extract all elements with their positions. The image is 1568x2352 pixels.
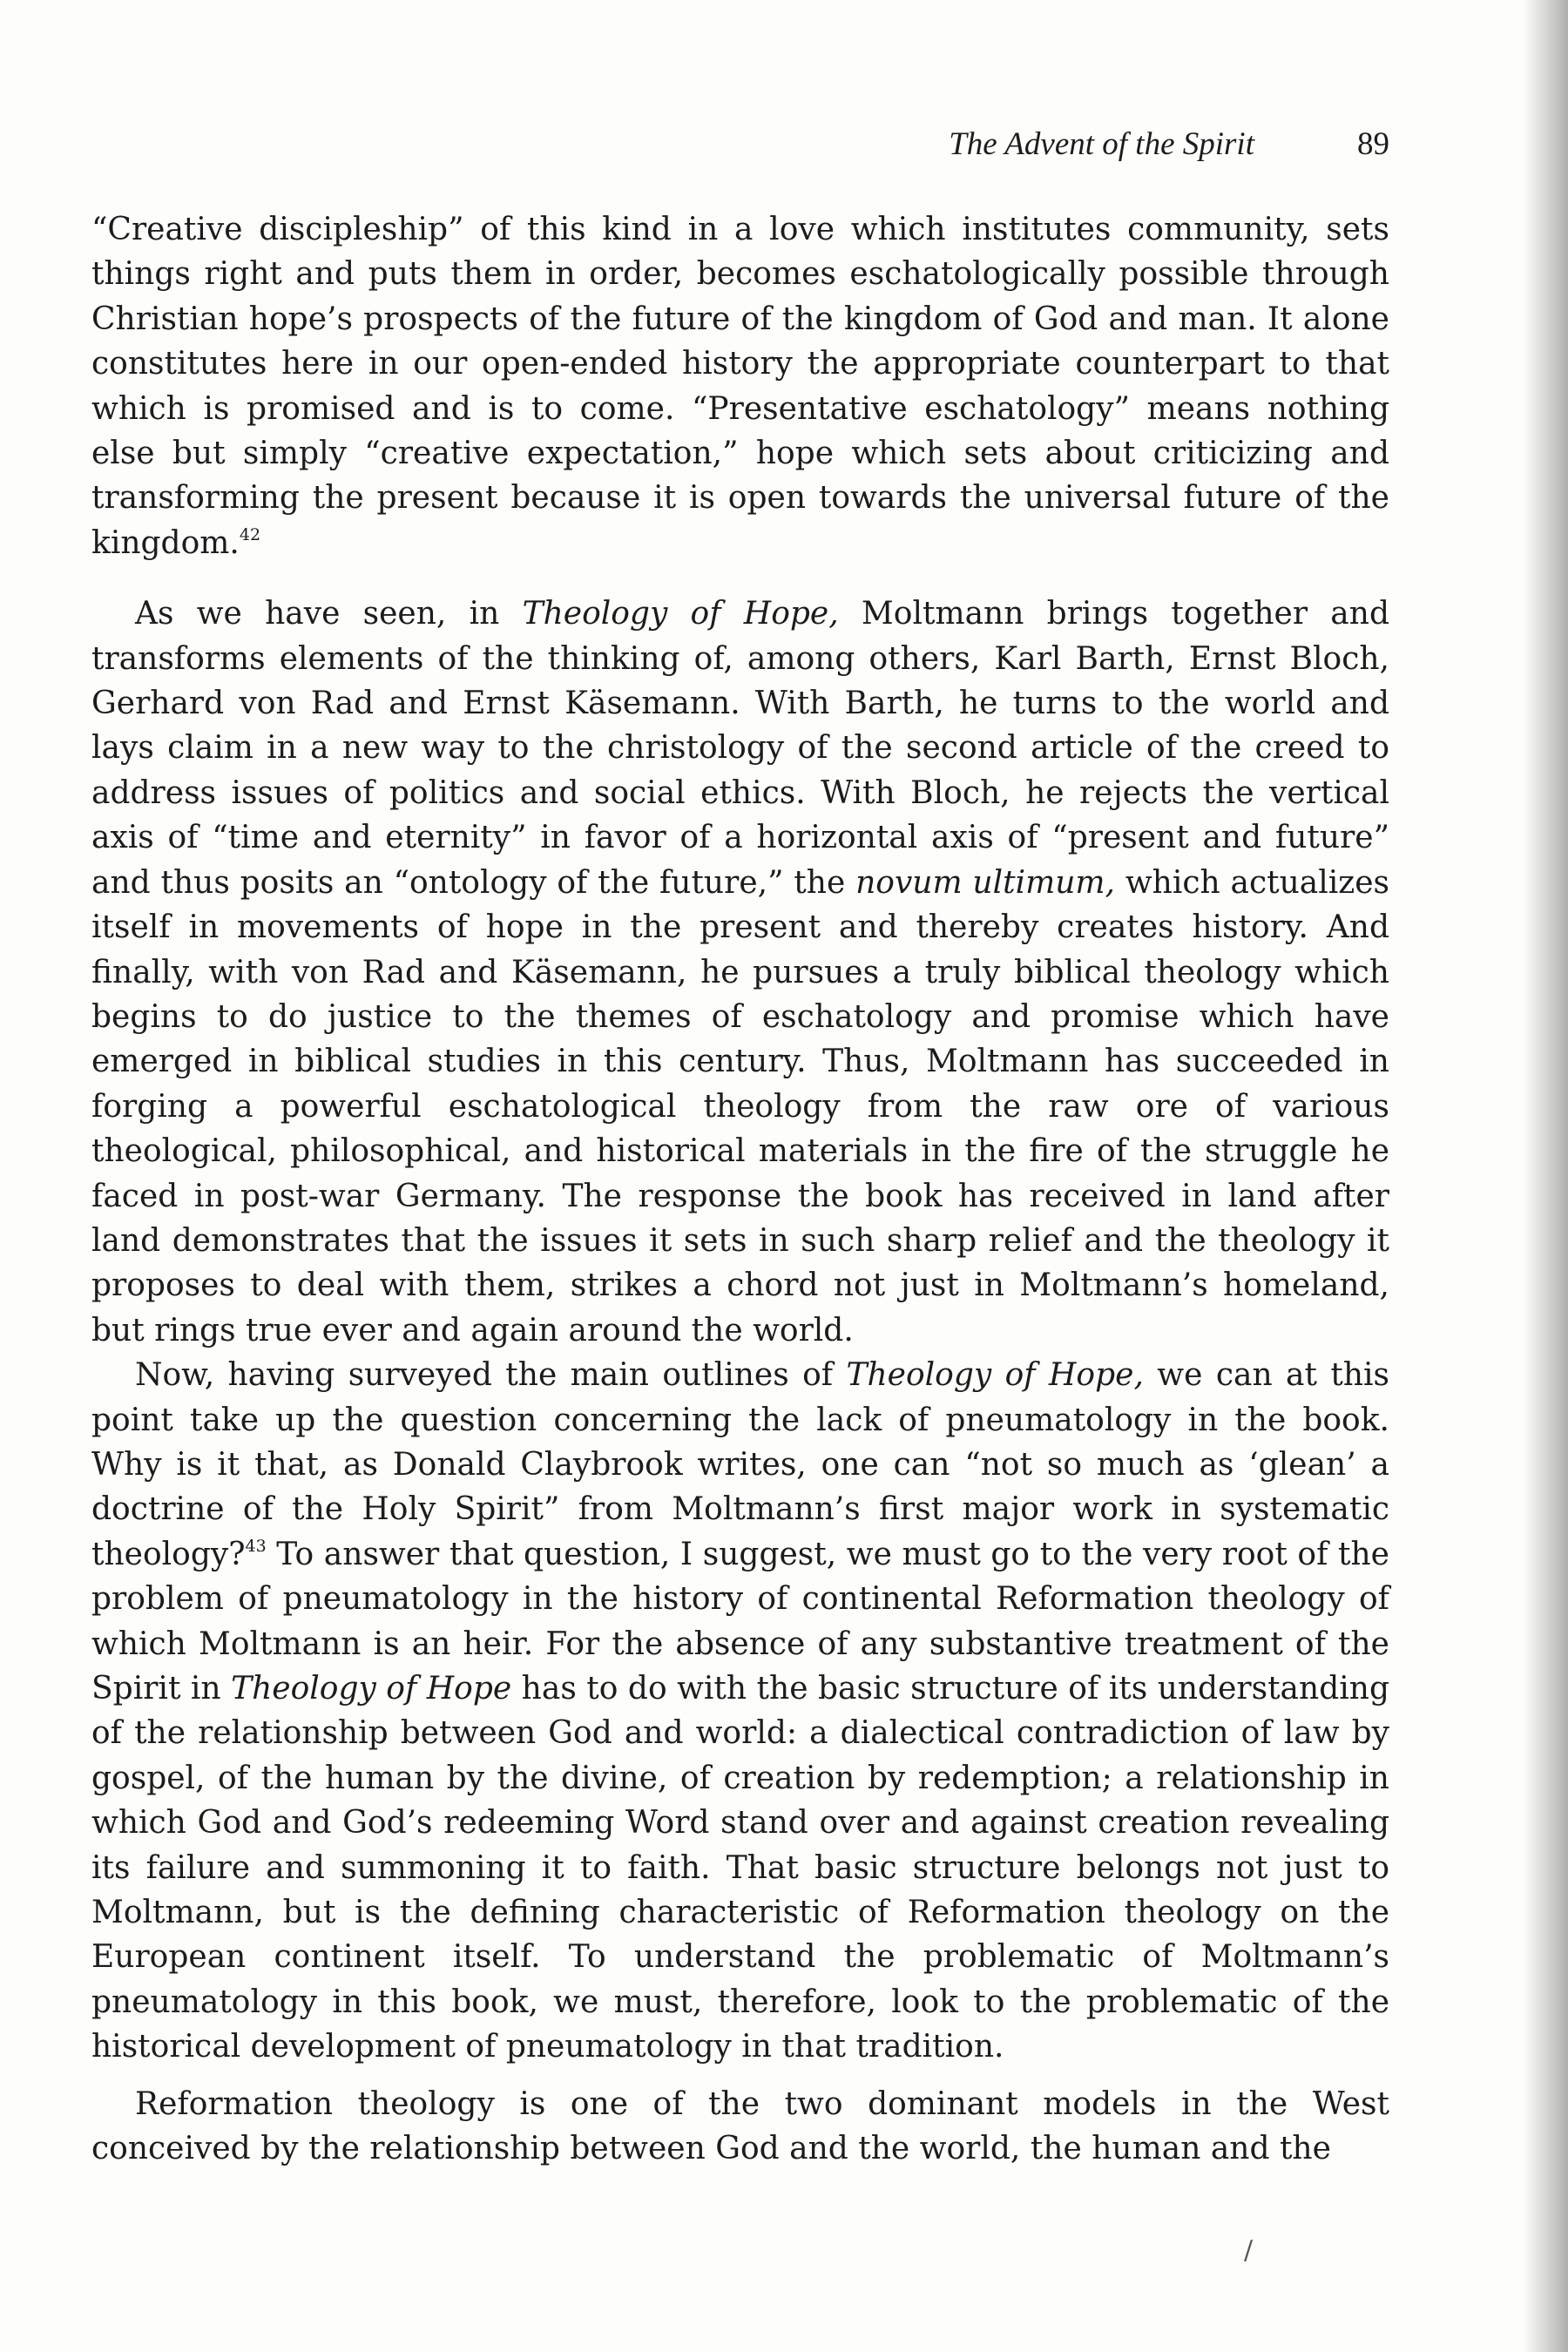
page-number: 89 [1357,126,1389,162]
paragraph-3-text: Reformation theology is one of the two dominant models in the West conceived by the relationship between God and the world, the human and the [91,2085,1389,2167]
block-quote-text: “Creative discipleship” of this kind in a love which institutes community, sets things right and puts them in order, becomes eschatologically possible through Christian hope’s prospects of the future of the kingdom of God and man. It alone constitutes here in our open-ended history the appropriate counterpart to that which is promised and is to come. “Presentative eschatology” means nothing else but simply “creative expectation,” hope which sets about criticizing and transforming the present because it is open towards the universal future of the kingdom. [91,212,1389,561]
block-quote [91,207,1389,565]
paragraph-2-mid: we can at this point take up the question concerning the lack of pneumatology in the book. Why is it that, as Donald Claybrook writes, one can “not so much as ‘glean’ a doctrine of the Holy Spirit” from Moltmann’s first major work in systematic theology? [91,1357,1390,1572]
footnote-ref-42: 42 [239,524,261,544]
book-title-theology-of-hope: Theology of Hope [231,1671,512,1707]
paragraph-1-mid: Moltmann brings together and transforms elements of the thinking of, among others, Karl Barth, Ernst Bloch, Gerhard von Rad and Ernst Käsemann. With Barth, he turns to the world and lays claim in a new way to the christology of the second article of the creed to address issues of politics and social ethics. With Bloch, he rejects the vertical axis of “time and eternity” in favor of a horizontal axis of “present and future” and thus posits an “ontology of the future,” the [91,596,1389,901]
paragraph-1-lead: As we have seen, in [135,596,523,632]
scan-edge-shadow [1523,0,1568,2352]
paragraph-3 [91,2082,1389,2172]
paragraph-1-rest: which actualizes itself in movements of hope in the present and thereby creates history. And finally, with von Rad and Käsemann, he pursues a truly biblical theology which begins to do justice to the themes of eschatology and promise which have emerged in biblical studies in this century. Thus, Moltmann has succeeded in forging a powerful eschatological theology from the raw ore of various theological, philosophical, and historical materials in the fire of the struggle he faced in post-war Germany. The response the book has received in land after land demonstrates that the issues it sets in such sharp relief and the theology it proposes to deal with them, strikes a chord not just in Moltmann’s homeland, but rings true ever and again around the world. [91,864,1390,1348]
stray-pen-mark: / [1244,2235,1254,2266]
paragraph-2-lead: Now, having surveyed the main outlines of [135,1357,847,1394]
paragraph-2-mid-2: To answer that question, I suggest, we must go to the very root of the problem of pneumatology in the history of continental Reformation theology of which Moltmann is an heir. For the absence of any substantive treatment of the Spirit in [91,1536,1389,1707]
latin-term: novum ultimum, [855,864,1115,901]
paragraph-2-rest: has to do with the basic structure of its understanding of the relationship between God and world: a dialectical contradiction of law by gospel, of the human by the divine, of creation by redemption; a relationship in which God and God’s redeeming Word stand over and against creation revealing its failure and summoning it to faith. That basic structure belongs not just to Moltmann, but is the defining characteristic of Reformation theology on the European continent itself. To understand the problematic of Moltmann’s pneumatology in this book, we must, therefore, look to the problematic of the historical development of pneumatology in that tradition. [91,1671,1389,2065]
running-header [91,118,1389,171]
footnote-ref-43: 43 [245,1536,267,1556]
book-title-theology-of-hope: Theology of Hope, [522,596,839,632]
paragraph-2 [91,1353,1389,2070]
book-title-theology-of-hope: Theology of Hope, [846,1357,1144,1394]
running-title: The Advent of the Spirit [949,126,1254,162]
paragraph-1 [91,591,1389,1353]
body-text [91,207,1389,2171]
